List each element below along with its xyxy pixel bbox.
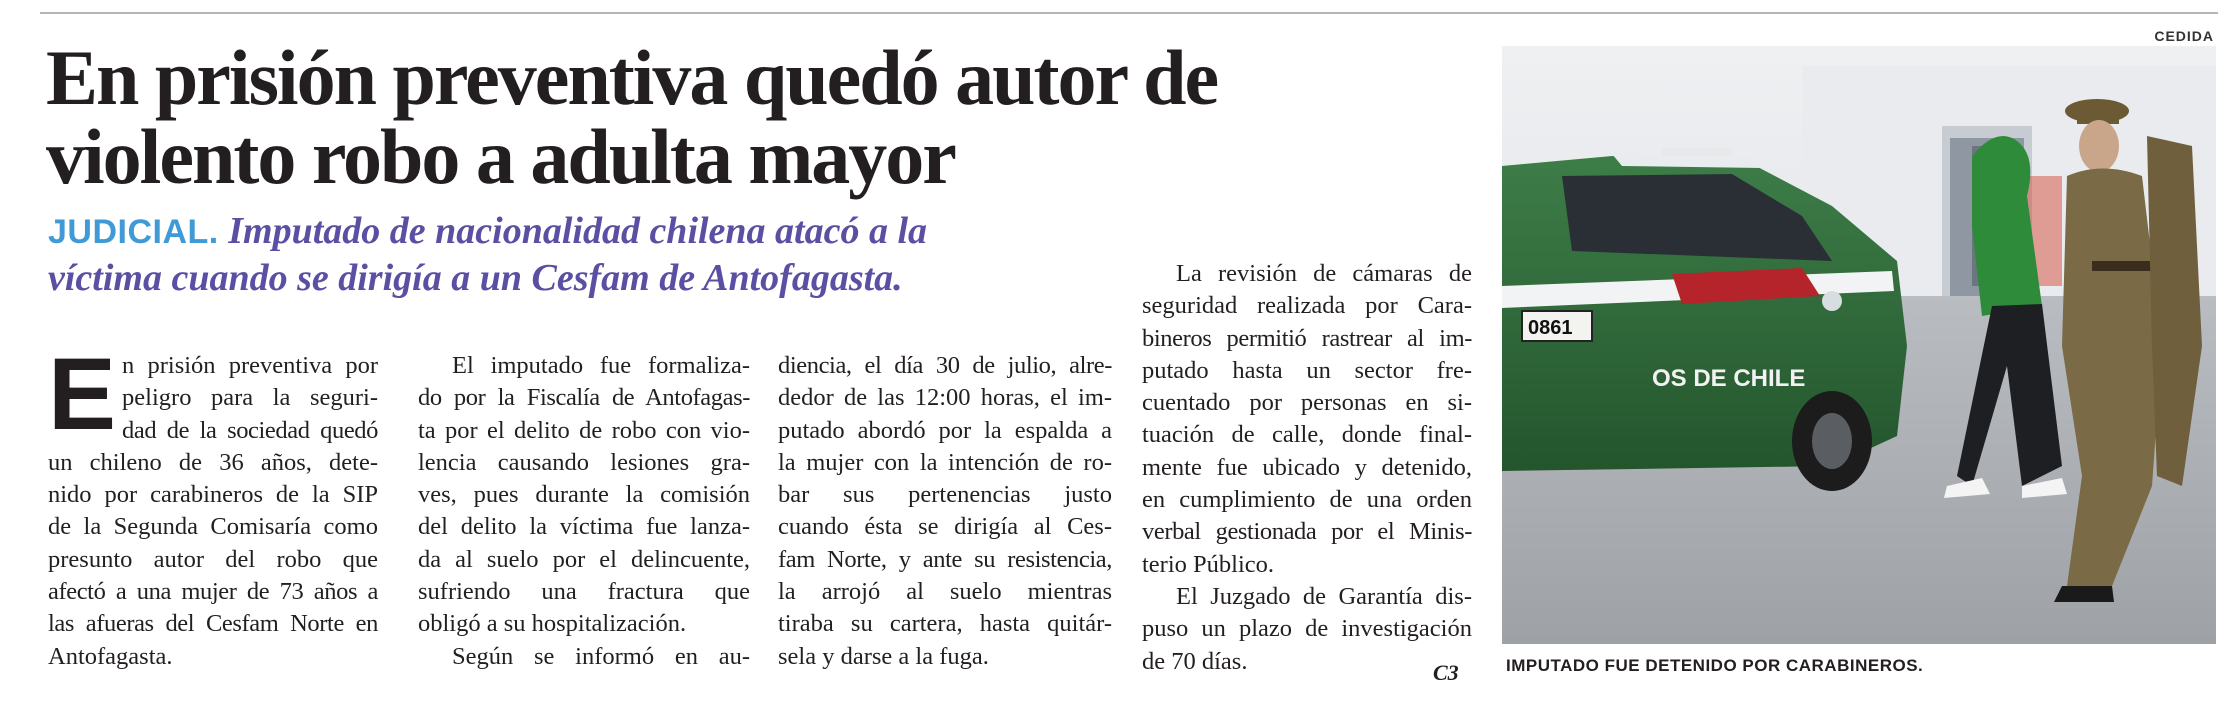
body-line: lencia causando lesiones gra- — [418, 448, 750, 476]
body-line: verbal gestionada por el Minis- — [1142, 518, 1472, 546]
body-line: ves, pues durante la comisión — [418, 481, 750, 509]
body-line: bineros permitió rastrear al im- — [1142, 324, 1472, 352]
end-mark: C3 — [1433, 660, 1459, 685]
body-line: dad de la sociedad quedó — [122, 416, 378, 444]
car-side-text: OS DE CHILE — [1652, 365, 1806, 392]
body-line: n prisión preventiva por — [122, 352, 378, 379]
body-line: fam Norte, y ante su resistencia, — [778, 545, 1112, 573]
body-line: presunto autor del robo que — [48, 545, 378, 573]
body-column-1 — [48, 337, 378, 673]
body-line: El imputado fue formaliza- — [452, 352, 750, 379]
deck-text: Imputado de nacionalidad chilena atacó a la — [228, 210, 928, 252]
deck — [48, 208, 1128, 301]
body-line: Según se informó en au- — [452, 642, 750, 670]
headline-line: violento robo a adulta mayor — [46, 113, 955, 200]
body-line: afectó a una mujer de 73 años a — [48, 578, 378, 606]
body-line: La revisión de cámaras de — [1176, 260, 1472, 287]
body-line: en cumplimiento de una orden — [1142, 486, 1472, 514]
body-line: un chileno de 36 años, dete- — [48, 448, 378, 476]
body-line: bar sus pertenencias justo — [778, 481, 1112, 509]
body-line: peligro para la seguri- — [122, 384, 378, 412]
photo-credit: CEDIDA — [2154, 28, 2214, 44]
body-line: las afueras del Cesfam Norte en — [48, 610, 378, 638]
body-line: puso un plazo de investigación — [1142, 615, 1472, 643]
news-photo — [1502, 46, 2216, 644]
section-label: JUDICIAL. — [48, 213, 219, 251]
body-line: da al suelo por el delincuente, — [418, 545, 750, 573]
body-line: ta por el delito de robo con vio- — [418, 416, 750, 444]
body-line: putado hasta un sector fre- — [1142, 356, 1472, 384]
body-line: do por la Fiscalía de Antofagas- — [418, 384, 750, 412]
body-line: cuando ésta se dirigía al Ces- — [778, 513, 1112, 541]
body-line: nido por carabineros de la SIP — [48, 481, 378, 509]
photo-illustration — [1502, 46, 2216, 644]
body-line: dedor de las 12:00 horas, el im- — [778, 384, 1112, 412]
deck-line: víctima cuando se dirigía a un Cesfam de Antofagasta. — [48, 257, 903, 299]
body-line: sela y darse a la fuga. — [778, 642, 989, 670]
body-line: la mujer con la intención de ro- — [778, 448, 1112, 476]
body-line: tuación de calle, donde final- — [1142, 421, 1472, 449]
headline-line: En prisión preventiva quedó autor de — [46, 34, 1218, 121]
body-line: cuentado por personas en si- — [1142, 389, 1472, 417]
body-line: la arrojó al suelo mientras — [778, 578, 1112, 606]
body-line: El Juzgado de Garantía dis- — [1176, 582, 1472, 610]
body-line: terio Público. — [1142, 550, 1275, 578]
body-line: seguridad realizada por Cara- — [1142, 292, 1472, 320]
body-line: putado abordó por la espalda a — [778, 416, 1112, 444]
headline — [46, 34, 1486, 200]
body-column-4 — [1142, 258, 1472, 678]
body-line: de 70 días. — [1142, 647, 1248, 675]
plate-text: 0861 — [1528, 317, 1573, 339]
body-line: tiraba su cartera, hasta quitár- — [778, 610, 1112, 638]
deck-line — [48, 208, 1128, 255]
body-line: Antofagasta. — [48, 642, 173, 670]
body-line: diencia, el día 30 de julio, alre- — [778, 352, 1112, 379]
body-line: obligó a su hospitalización. — [418, 610, 687, 638]
body-line: de la Segunda Comisaría como — [48, 513, 378, 541]
body-line: mente fue ubicado y detenido, — [1142, 453, 1472, 481]
body-column-2 — [418, 350, 750, 673]
body-line: del delito la víctima fue lanza- — [418, 513, 750, 541]
body-column-3 — [778, 350, 1112, 673]
photo-caption: IMPUTADO FUE DETENIDO POR CARABINEROS. — [1506, 656, 1924, 675]
top-rule — [40, 12, 2218, 14]
body-line: sufriendo una fractura que — [418, 578, 750, 606]
dropcap: E — [48, 337, 117, 451]
